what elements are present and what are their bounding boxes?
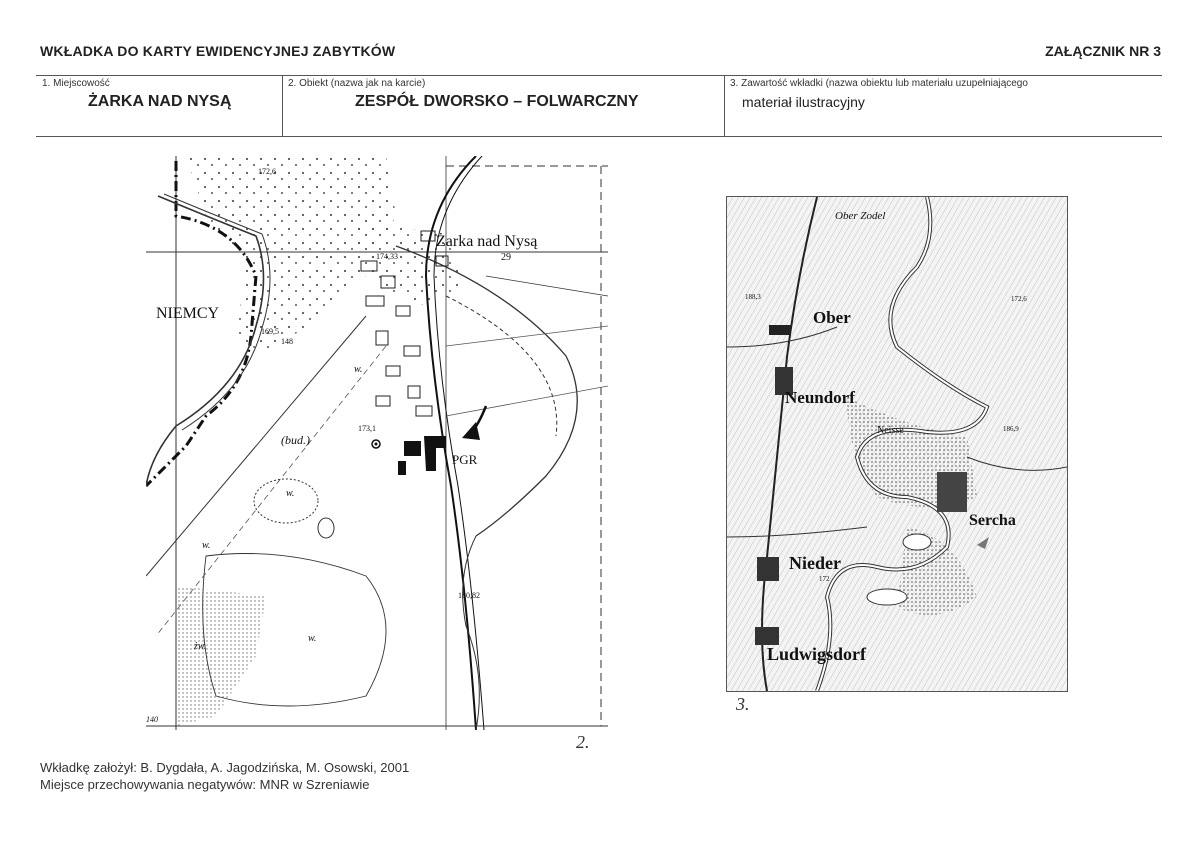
field-location-label: 1. Miejscowość [42, 78, 110, 89]
elev-1869-hist: 186,9 [1003, 425, 1019, 433]
label-oberzodel: Ober Zodel [835, 210, 886, 222]
label-bud: (bud.) [281, 433, 310, 447]
label-neundorf: Neundorf [785, 388, 855, 407]
topographic-map-modern [146, 156, 608, 730]
elev-1695: 169,5 [261, 327, 279, 336]
elev-1731: 173,1 [358, 424, 376, 433]
table-top-line [36, 75, 1162, 76]
label-w2: w. [202, 540, 211, 551]
label-w1: w. [286, 488, 295, 499]
table-divider-2 [724, 75, 725, 136]
label-town: Żarka nad Nysą [436, 233, 538, 250]
historical-map-drawing [727, 197, 1067, 691]
elev-17433: 174,33 [376, 252, 398, 261]
label-nieder: Nieder [789, 553, 841, 573]
annex-number: ZAŁĄCZNIK NR 3 [1045, 43, 1161, 59]
modern-map-drawing [146, 156, 608, 730]
label-sercha: Sercha [969, 512, 1016, 529]
label-neisse: Neisse [877, 425, 904, 436]
elev-1883-hist: 188,3 [745, 293, 761, 301]
field-object-value: ZESPÓŁ DWORSKO – FOLWARCZNY [355, 93, 639, 110]
caption-map-2: 2. [576, 732, 590, 752]
footer-negatives-location: Miejsce przechowywania negatywów: MNR w Szreniawie [40, 777, 370, 792]
footer-authors: Wkładkę założył: B. Dygdała, A. Jagodzińska, M. Osowski, 2001 [40, 760, 410, 775]
field-object-label: 2. Obiekt (nazwa jak na karcie) [288, 78, 426, 89]
caption-map-3: 3. [736, 694, 750, 714]
field-contents-label: 3. Zawartość wkładki (nazwa obiektu lub materiału uzupełniającego [730, 78, 1028, 89]
elev-1726-hist: 172,6 [1011, 295, 1027, 303]
document-title: WKŁADKA DO KARTY EWIDENCYJNEJ ZABYTKÓW [40, 43, 396, 59]
label-zw: żw. [194, 641, 207, 652]
label-niemcy: NIEMCY [156, 305, 220, 322]
label-29: 29 [501, 252, 511, 263]
elev-18082: 180,82 [458, 591, 480, 600]
label-ober: Ober [813, 308, 851, 327]
label-w4: w. [354, 364, 363, 375]
elev-140: 140 [146, 715, 158, 724]
field-location-value: ŻARKA NAD NYSĄ [88, 93, 232, 110]
table-bottom-line [36, 136, 1162, 137]
historical-map [726, 196, 1068, 692]
field-contents-value: materiał ilustracyjny [742, 94, 865, 110]
label-ludwigsdorf: Ludwigsdorf [767, 644, 867, 664]
elev-148: 148 [281, 337, 293, 346]
label-pgr: PGR [452, 452, 478, 467]
elev-172-hist: 172 [819, 575, 830, 583]
table-divider-1 [282, 75, 283, 136]
elev-1726: 172,6 [258, 167, 276, 176]
label-w3: w. [308, 633, 317, 644]
